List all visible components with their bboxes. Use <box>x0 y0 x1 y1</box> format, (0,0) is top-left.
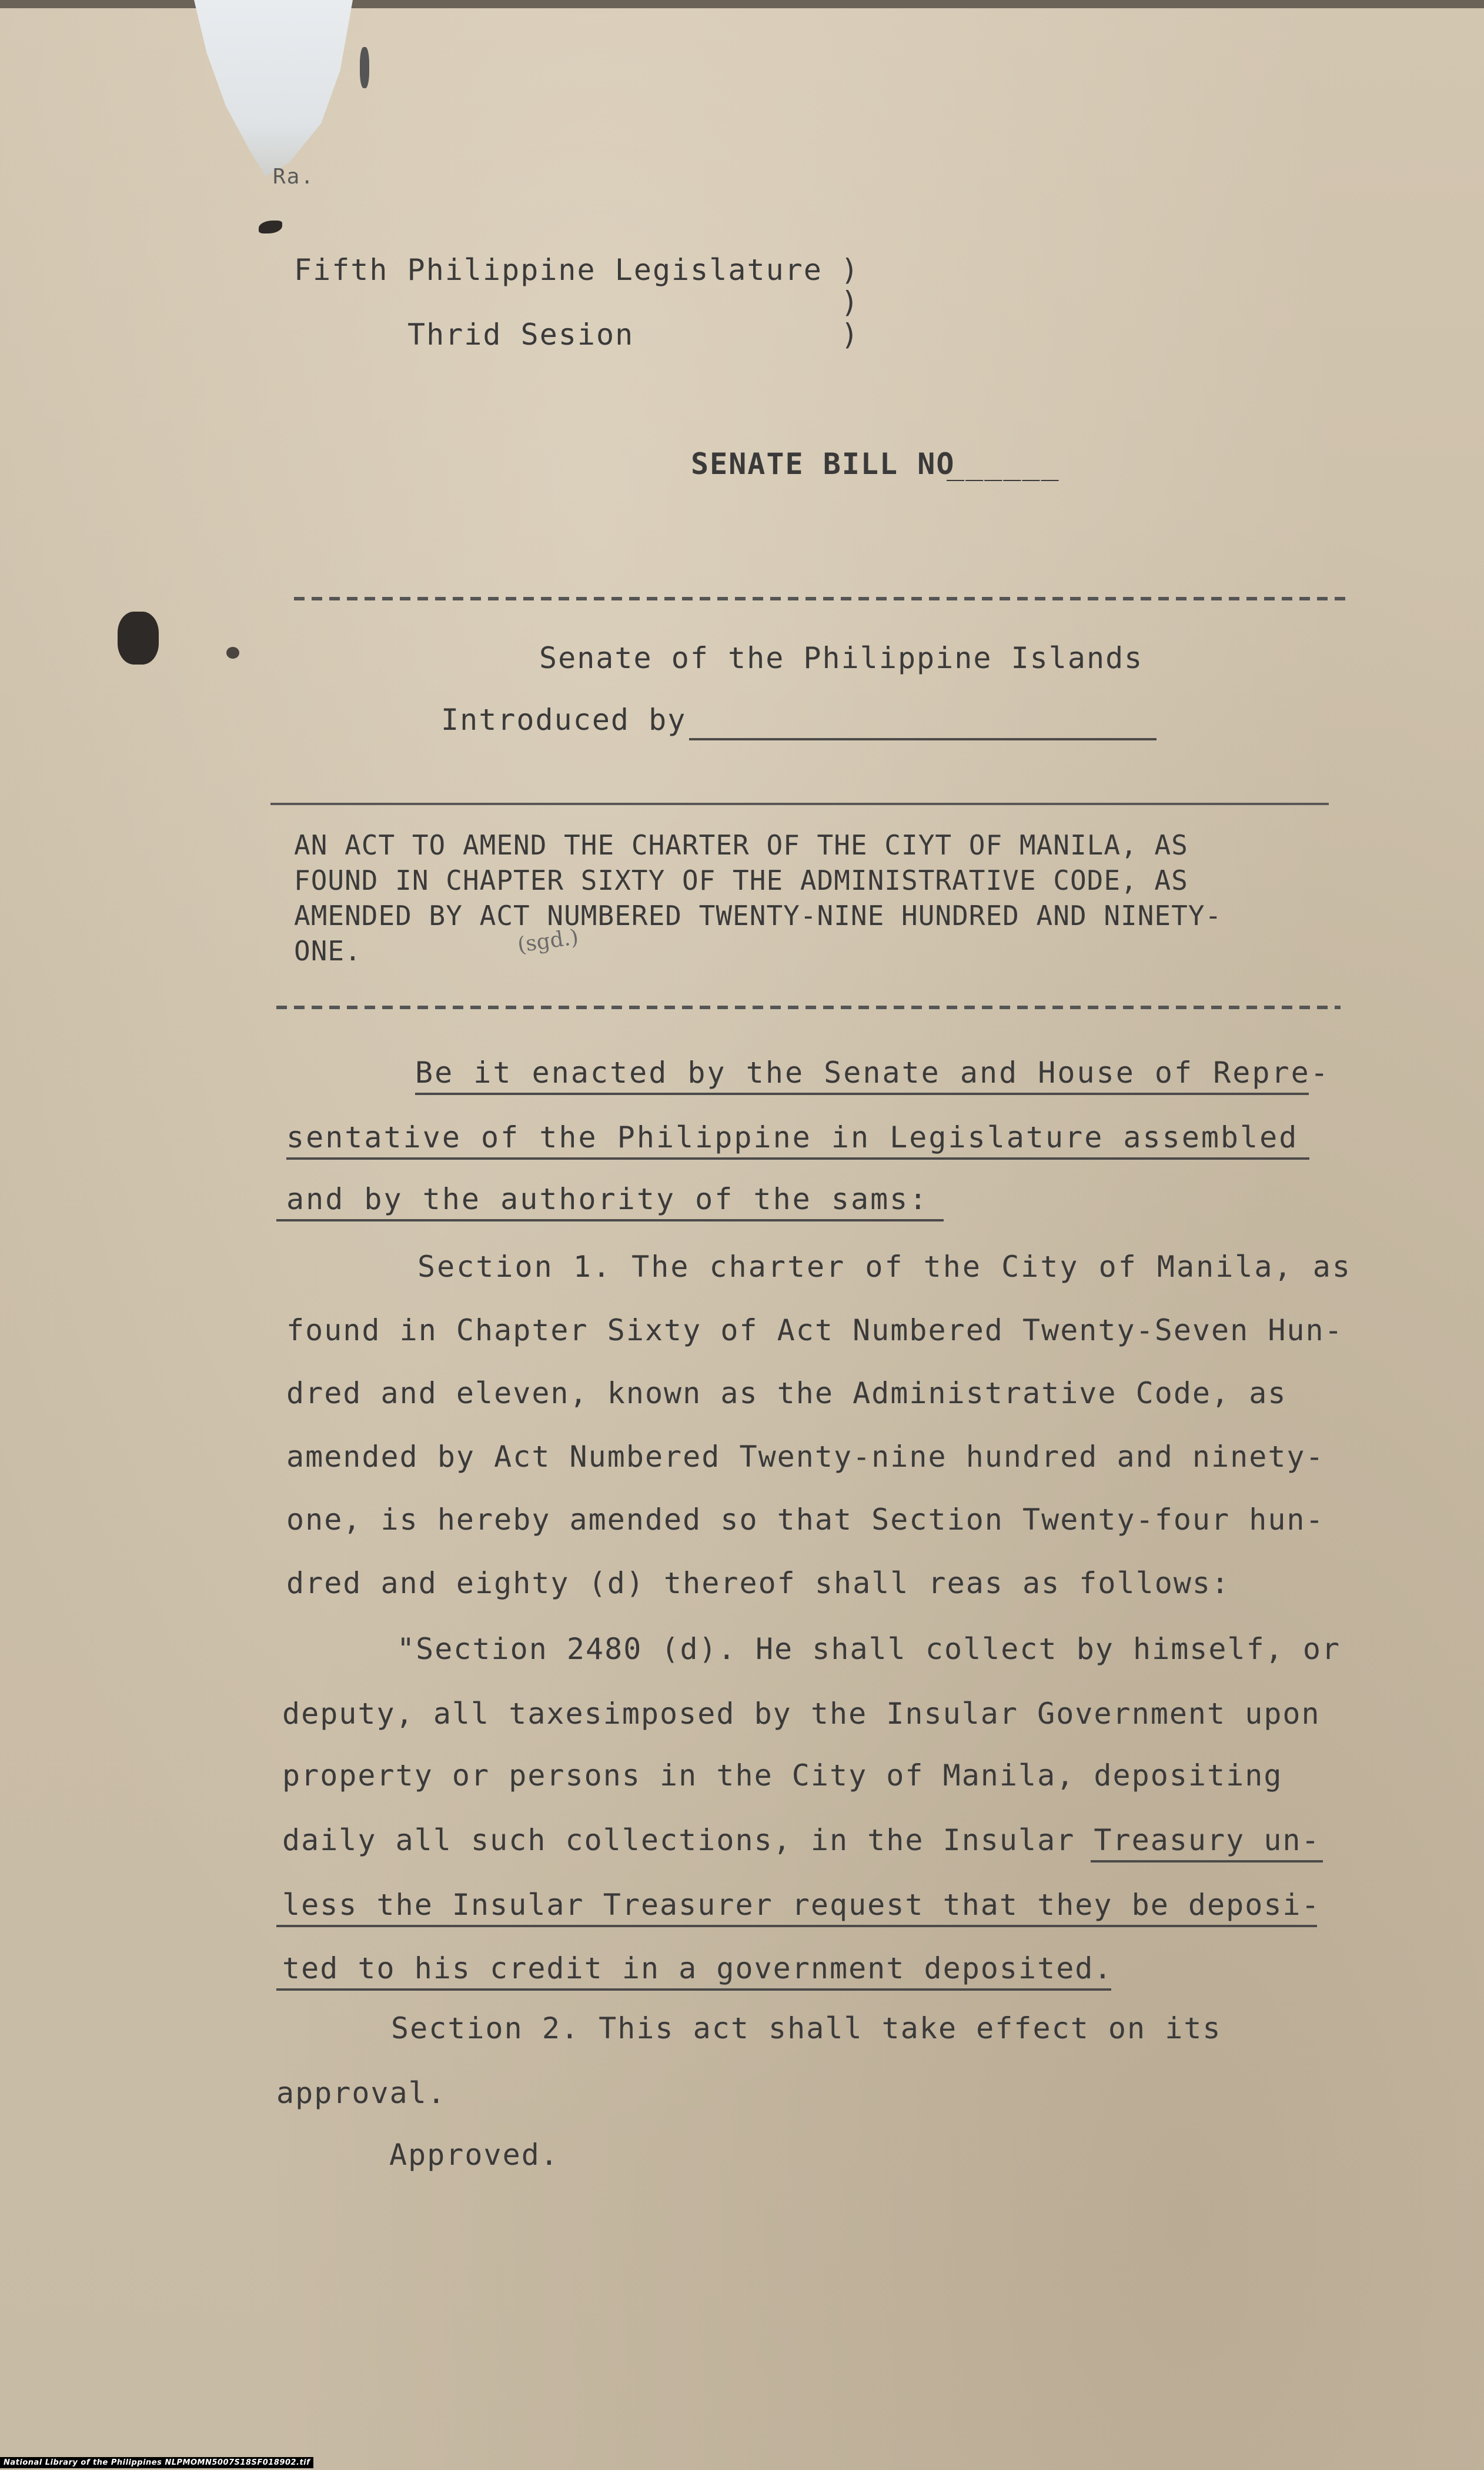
enacting-underline-3 <box>276 1219 944 1221</box>
section1-line-4: amended by Act Numbered Twenty-nine hundred and ninety- <box>286 1440 1325 1474</box>
section1-line-2: found in Chapter Sixty of Act Numbered Twenty-Seven Hun- <box>286 1313 1343 1347</box>
section2-line-1: Section 2. This act shall take effect on its <box>391 2011 1222 2045</box>
enacting-underline-1 <box>415 1093 1309 1095</box>
quoted-line-6: ted to his credit in a government deposited. <box>282 1951 1113 1985</box>
quoted-underline-6 <box>276 1988 1111 1991</box>
handwritten-note: (sgd.) <box>516 924 580 958</box>
bill-label: SENATE BILL NO <box>691 447 955 481</box>
separator-solid <box>270 803 1329 805</box>
approved-label: Approved. <box>389 2138 559 2172</box>
senate-name: Senate of the Philippine Islands <box>539 641 1144 675</box>
title-line-2: FOUND IN CHAPTER SIXTY OF THE ADMINISTRATIVE CODE, AS <box>294 864 1188 896</box>
bracket-2: ) <box>841 285 860 319</box>
enacting-line-3: and by the authority of the sams: <box>286 1182 929 1216</box>
section1-line-1: Section 1. The charter of the City of Manila, as <box>417 1250 1352 1284</box>
separator-dashed-2 <box>276 1006 1341 1009</box>
ink-blot <box>118 612 159 665</box>
introduced-by-label: Introduced by <box>441 703 687 737</box>
introduced-by-line <box>689 738 1157 740</box>
separator-dashed-1 <box>294 597 1352 600</box>
corner-mark: Ra. <box>273 165 315 189</box>
ink-dot <box>226 647 239 659</box>
quoted-underline-4 <box>1091 1860 1323 1862</box>
session-name: Thrid Sesion <box>407 318 634 352</box>
quoted-line-4: daily all such collections, in the Insular Treasury un- <box>282 1823 1321 1857</box>
enacting-line-2: sentative of the Philippine in Legislature assembled <box>286 1120 1299 1154</box>
section1-line-5: one, is hereby amended so that Section Twenty-four hun- <box>286 1503 1325 1537</box>
quoted-line-3: property or persons in the City of Manila, depositing <box>282 1758 1283 1793</box>
ink-mark <box>259 221 282 233</box>
quoted-line-2: deputy, all taxesimposed by the Insular Government upon <box>282 1697 1321 1731</box>
torn-paper-corner <box>194 0 353 176</box>
archive-footer: National Library of the Philippines NLPMOMN5007S18SF018902.tif <box>0 2457 313 2468</box>
title-line-3: AMENDED BY ACT NUMBERED TWENTY-NINE HUNDRED AND NINETY- <box>294 900 1222 932</box>
title-line-1: AN ACT TO AMEND THE CHARTER OF THE CIYT OF MANILA, AS <box>294 829 1188 861</box>
quoted-line-5: less the Insular Treasurer request that they be deposi- <box>282 1888 1321 1922</box>
enacting-underline-2 <box>286 1157 1309 1160</box>
bracket-3: ) <box>841 318 860 352</box>
quoted-underline-5 <box>276 1925 1317 1927</box>
bracket-1: ) <box>841 253 860 287</box>
section1-line-6: dred and eighty (d) thereof shall reas as follows: <box>286 1566 1231 1600</box>
section2-line-2: approval. <box>276 2076 446 2110</box>
bill-number-blank: ______ <box>947 447 1060 481</box>
legislature-name: Fifth Philippine Legislature <box>294 253 823 287</box>
ink-streak <box>360 47 369 88</box>
section1-line-3: dred and eleven, known as the Administrative Code, as <box>286 1376 1287 1410</box>
quoted-line-1: "Section 2480 (d). He shall collect by himself, or <box>397 1632 1341 1666</box>
title-line-4: ONE. <box>294 935 362 967</box>
enacting-line-1: Be it enacted by the Senate and House of Repre- <box>415 1056 1330 1090</box>
